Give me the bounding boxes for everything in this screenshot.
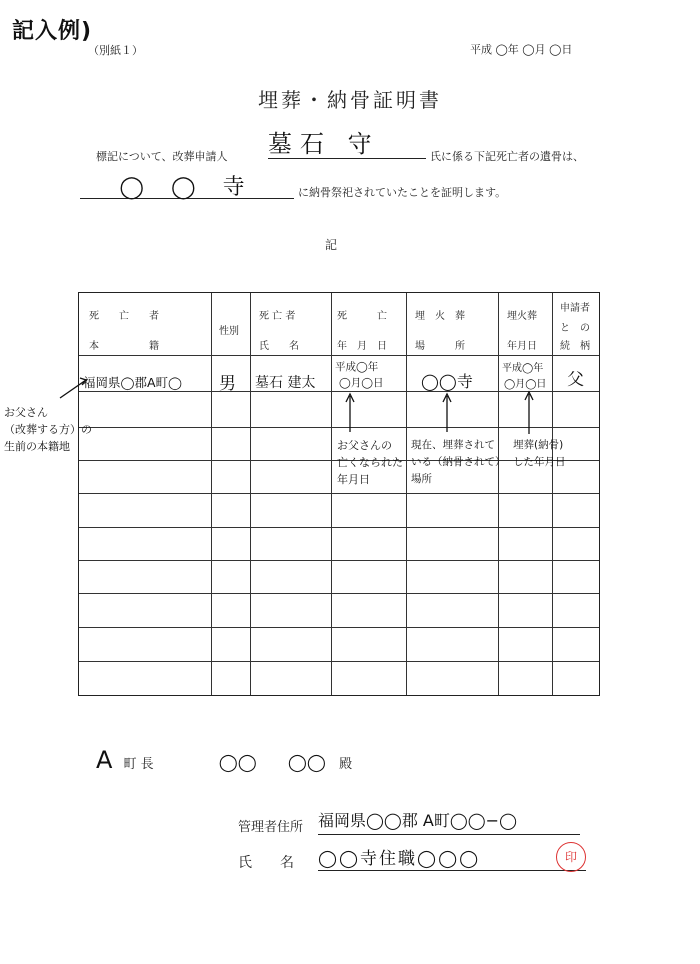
cell-domicile: 福岡県◯郡A町◯ (83, 375, 183, 390)
intro-line2-suffix: に納骨祭祀されていたことを証明します。 (298, 186, 507, 199)
header-place-top: 埋 火 葬 (415, 311, 465, 322)
header-place-bottom: 場 所 (415, 341, 465, 352)
mayor-town: A (96, 746, 113, 774)
ki-label: 記 (325, 238, 338, 252)
cell-burial-date-2: ◯月◯日 (504, 379, 547, 390)
cell-sex: 男 (219, 374, 236, 394)
annotation-place: 現在、埋葬されて いる（納骨されて） 場所 (411, 439, 506, 485)
cell-death-date-2: ◯月◯日 (339, 377, 384, 389)
header-relation-1: 申請者 (560, 303, 590, 314)
manager-block (238, 808, 598, 878)
manager-name-label: 氏 名 (238, 855, 294, 871)
cell-death-date-1: 平成◯年 (335, 361, 379, 373)
cell-burial-date-1: 平成◯年 (502, 363, 544, 374)
mayor-title: 町 長 (123, 757, 154, 772)
manager-name: ◯◯寺住職◯◯◯ (318, 844, 586, 871)
header-name-bottom: 氏 名 (259, 341, 299, 352)
mayor-name-2: ◯◯ (287, 753, 326, 773)
arrow-domicile (60, 380, 86, 398)
header-relation-2: と の (560, 323, 590, 334)
annotation-burial-date: 埋葬(納骨) した年月日 (513, 439, 566, 468)
mayor-honorific: 殿 (339, 757, 353, 772)
header-name-top: 死 亡 者 (259, 311, 296, 322)
mayor-name-1: ◯◯ (218, 753, 257, 773)
sample-label: 記入例) (12, 19, 93, 44)
annotation-domicile: お父さん （改葬する方）の 生前の本籍地 (4, 406, 92, 453)
intro-suffix: 氏に係る下記死亡者の遺骨は、 (430, 150, 584, 163)
date-line: 平成 ◯年 ◯月 ◯日 (470, 43, 573, 56)
manager-address: 福岡県◯◯郡 A町◯◯−◯ (318, 808, 580, 835)
cell-relation: 父 (567, 370, 584, 390)
header-death-bottom: 年 月 日 (337, 341, 387, 352)
manager-address-label: 管理者住所 (238, 820, 304, 835)
header-domicile-top: 死 亡 者 (89, 311, 159, 322)
annotation-death-date: お父さんの 亡くなられた 年月日 (337, 439, 403, 486)
header-sex: 性別 (219, 326, 239, 337)
intro-prefix: 標記について、改葬申請人 (96, 150, 228, 163)
header-relation-3: 続 柄 (560, 341, 590, 352)
temple-name-field: ◯ ◯ 寺 (80, 170, 294, 199)
seal-stamp: 印 (556, 842, 586, 872)
document-title: 埋葬・納骨証明書 (258, 88, 442, 112)
header-burial-date-bottom: 年月日 (507, 341, 537, 352)
header-burial-date-top: 埋火葬 (507, 311, 537, 322)
attachment-label: （別紙１） (88, 44, 143, 57)
mayor-line (96, 746, 352, 774)
applicant-name-field: 墓石 守 (268, 124, 426, 159)
header-death-top: 死 亡 (337, 311, 387, 322)
cell-name: 墓石 建太 (255, 375, 316, 391)
header-domicile-bottom: 本 籍 (89, 341, 159, 352)
cell-place: ◯◯寺 (421, 372, 473, 391)
